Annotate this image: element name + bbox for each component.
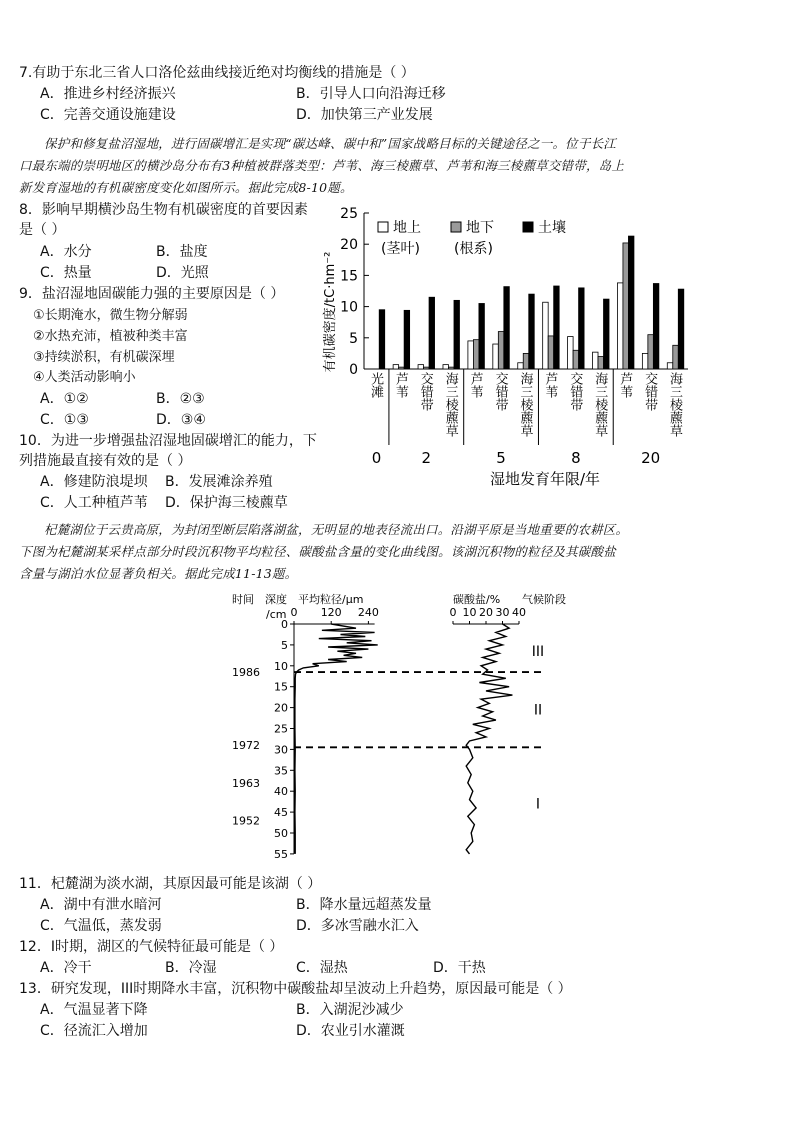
q12-stem: 12．I时期，湖区的气候特征最可能是（ ） bbox=[19, 939, 284, 955]
category-label: 光滩 bbox=[367, 372, 383, 398]
q13-option-a[interactable]: A．气温显著下降 bbox=[40, 1002, 148, 1018]
bar-地下 bbox=[573, 350, 579, 369]
grain-tick-label: 120 bbox=[320, 606, 342, 619]
bar-地下 bbox=[523, 353, 529, 369]
q12-option-b[interactable]: B．冷湿 bbox=[165, 960, 217, 976]
q8-stem-line2: 是（ ） bbox=[19, 222, 66, 238]
grain-size-curve bbox=[295, 624, 378, 854]
y-tick-label: 0 bbox=[349, 362, 358, 378]
legend-label: 土壤 bbox=[538, 220, 566, 236]
y-tick-label: 25 bbox=[340, 206, 358, 222]
carbonate-tick-label: 0 bbox=[449, 606, 457, 619]
bar-土壤 bbox=[554, 286, 560, 369]
carbonate-curve bbox=[466, 624, 512, 854]
legend-swatch-地下 bbox=[451, 222, 461, 232]
category-label: 芦苇 bbox=[542, 372, 558, 398]
legend-sublabel: (茎叶) bbox=[381, 241, 420, 257]
passage1-line1: 保护和修复盐沼湿地，进行固碳增汇是实现“碳达峰、碳中和”国家战略目标的关键途径之一。位于长江 bbox=[44, 136, 616, 151]
passage2-line3: 含量与湖泊水位显著负相关。据此完成11-13题。 bbox=[19, 566, 298, 581]
depth-tick-label: 15 bbox=[274, 680, 288, 694]
climate-stage-label: I bbox=[535, 796, 541, 813]
carbon-density-bar-chart bbox=[318, 200, 698, 492]
bar-地下 bbox=[424, 367, 430, 369]
q7-stem: 7.有助于东北三省人口洛伦兹曲线接近绝对均衡线的措施是（ ） bbox=[19, 65, 415, 81]
carbonate-tick-label: 20 bbox=[479, 606, 493, 619]
q9-item-3: ③持续淤积，有机碳深埋 bbox=[33, 350, 175, 365]
category-label: 海三棱藨草 bbox=[517, 372, 533, 437]
bar-地下 bbox=[498, 332, 504, 369]
category-label: 交错带 bbox=[567, 372, 583, 411]
category-label: 交错带 bbox=[417, 372, 433, 411]
category-label: 海三棱藨草 bbox=[667, 372, 683, 437]
carbonate-tick-label: 30 bbox=[495, 606, 510, 619]
bar-地下 bbox=[598, 357, 604, 369]
q8-option-c[interactable]: C．热量 bbox=[40, 265, 92, 281]
category-label: 海三棱藨草 bbox=[592, 372, 608, 437]
q11-option-b[interactable]: B．降水量远超蒸发量 bbox=[296, 897, 432, 913]
category-label: 海三棱藨草 bbox=[442, 372, 458, 437]
q9-item-2: ②水热充沛，植被种类丰富 bbox=[33, 329, 188, 344]
q9-option-a[interactable]: A．①② bbox=[40, 391, 89, 407]
bar-地下 bbox=[448, 367, 454, 369]
bar-土壤 bbox=[529, 294, 535, 369]
q10-option-a[interactable]: A．修建防浪堤坝 bbox=[40, 474, 148, 490]
legend-swatch-地上 bbox=[378, 222, 388, 232]
depth-tick-label: 40 bbox=[274, 785, 288, 799]
q13-stem: 13．研究发现，III时期降水丰富，沉积物中碳酸盐却呈波动上升趋势，原因最可能是（ ） bbox=[19, 981, 572, 997]
year-label: 1952 bbox=[232, 814, 260, 828]
bar-地下 bbox=[473, 340, 479, 369]
bar-地下 bbox=[623, 243, 629, 369]
bar-土壤 bbox=[653, 284, 659, 369]
bar-地上 bbox=[493, 344, 499, 369]
q12-option-a[interactable]: A．冷干 bbox=[40, 960, 92, 976]
q11-option-a[interactable]: A．湖中有泄水暗河 bbox=[40, 897, 162, 913]
y-axis-label: 有机碳密度/tC·hm⁻² bbox=[323, 251, 338, 373]
q7-option-d[interactable]: D．加快第三产业发展 bbox=[296, 107, 433, 123]
passage1-line2: 口最东端的崇明地区的横沙岛分布有3种植被群落类型：芦苇、海三棱藨草、芦苇和海三棱藨草交错带，岛上 bbox=[19, 158, 625, 173]
grain-tick-label: 240 bbox=[357, 606, 379, 619]
y-tick-label: 15 bbox=[340, 268, 358, 285]
bar-地下 bbox=[648, 335, 654, 369]
depth-tick-label: 55 bbox=[274, 847, 288, 861]
year-label: 5 bbox=[496, 449, 506, 467]
legend-label: 地下 bbox=[466, 220, 494, 236]
bar-地上 bbox=[518, 363, 524, 369]
bar-土壤 bbox=[454, 300, 460, 369]
bar-土壤 bbox=[579, 288, 585, 369]
q10-stem-line2: 列措施最直接有效的是（ ） bbox=[19, 453, 192, 469]
q10-option-c[interactable]: C．人工种植芦苇 bbox=[40, 495, 148, 511]
year-label: 1972 bbox=[232, 739, 260, 753]
bar-地上 bbox=[617, 283, 623, 369]
y-tick-label: 10 bbox=[340, 299, 358, 316]
legend-swatch-土壤 bbox=[523, 222, 533, 232]
bar-地下 bbox=[673, 345, 679, 369]
bar-土壤 bbox=[429, 297, 435, 369]
passage2-line1: 杞麓湖位于云贵高原，为封闭型断层陷落湖盆，无明显的地表径流出口。沿湖平原是当地重要的农耕区。 bbox=[44, 522, 629, 537]
y-tick-label: 5 bbox=[349, 330, 358, 347]
q9-stem: 9．盐沼湿地固碳能力强的主要原因是（ ） bbox=[19, 286, 285, 302]
q9-item-4: ④人类活动影响小 bbox=[33, 370, 136, 385]
depth-tick-label: 5 bbox=[281, 638, 288, 652]
climate-stage-label: II bbox=[533, 702, 543, 719]
q8-option-b[interactable]: B．盐度 bbox=[156, 244, 208, 260]
bar-土壤 bbox=[404, 310, 410, 369]
year-label: 20 bbox=[641, 449, 661, 467]
depth-tick-label: 10 bbox=[274, 659, 288, 673]
q11-option-c[interactable]: C．气温低，蒸发弱 bbox=[40, 918, 162, 934]
carbonate-tick-label: 40 bbox=[512, 606, 526, 619]
bar-地上 bbox=[443, 365, 449, 369]
depth-tick-label: 45 bbox=[274, 806, 288, 820]
q8-option-d[interactable]: D．光照 bbox=[156, 265, 209, 281]
sediment-profile-chart bbox=[220, 588, 580, 870]
y-tick-label: 20 bbox=[340, 237, 358, 254]
q9-option-b[interactable]: B．②③ bbox=[156, 391, 205, 407]
q8-stem-line1: 8．影响早期横沙岛生物有机碳密度的首要因素 bbox=[19, 202, 308, 218]
bar-土壤 bbox=[379, 310, 385, 369]
header-grain: 平均粒径/μm bbox=[298, 593, 364, 606]
category-label: 交错带 bbox=[642, 372, 658, 411]
header-carbonate: 碳酸盐/% bbox=[453, 593, 501, 606]
bar-地上 bbox=[468, 341, 474, 369]
q9-option-d[interactable]: D．③④ bbox=[156, 412, 206, 428]
q12-option-c[interactable]: C．湿热 bbox=[296, 960, 348, 976]
bar-土壤 bbox=[604, 299, 610, 369]
q10-option-d[interactable]: D．保护海三棱藨草 bbox=[165, 495, 288, 511]
climate-stage-label: III bbox=[531, 644, 545, 661]
q9-option-c[interactable]: C．①③ bbox=[40, 412, 89, 428]
depth-tick-label: 30 bbox=[274, 743, 288, 757]
q11-option-d[interactable]: D．多冰雪融水汇入 bbox=[296, 918, 419, 934]
q13-option-b[interactable]: B．入湖泥沙减少 bbox=[296, 1002, 404, 1018]
q11-stem: 11．杞麓湖为淡水湖，其原因最可能是该湖（ ） bbox=[19, 876, 322, 892]
category-label: 芦苇 bbox=[392, 372, 408, 398]
category-label: 交错带 bbox=[492, 372, 508, 411]
bar-土壤 bbox=[479, 303, 485, 369]
bar-地上 bbox=[393, 365, 399, 369]
passage2-line2: 下图为杞麓湖某采样点部分时段沉积物平均粒径、碳酸盐含量的变化曲线图。该湖沉积物的粒径及其碳酸盐 bbox=[19, 544, 616, 559]
legend-label: 地上 bbox=[393, 220, 421, 236]
bar-地下 bbox=[548, 336, 554, 369]
year-label: 2 bbox=[421, 449, 432, 467]
q7-option-b[interactable]: B．引导人口向沿海迁移 bbox=[296, 86, 446, 102]
passage1-line3: 新发育湿地的有机碳密度变化如图所示。据此完成8-10题。 bbox=[19, 180, 353, 195]
year-label: 0 bbox=[371, 449, 382, 467]
carbonate-tick-label: 10 bbox=[462, 606, 477, 619]
bar-地上 bbox=[593, 352, 599, 369]
bar-土壤 bbox=[678, 289, 684, 369]
header-time: 时间 bbox=[232, 593, 254, 606]
bar-地下 bbox=[399, 367, 405, 369]
depth-tick-label: 50 bbox=[274, 827, 288, 840]
depth-tick-label: 0 bbox=[281, 618, 288, 631]
header-depth: 深度 bbox=[265, 593, 287, 606]
header-depth-unit: /cm bbox=[266, 608, 287, 621]
bar-地上 bbox=[543, 302, 549, 369]
depth-tick-label: 20 bbox=[274, 701, 288, 715]
bar-地上 bbox=[667, 363, 673, 369]
q8-option-a[interactable]: A．水分 bbox=[40, 244, 92, 260]
q13-option-c[interactable]: C．径流汇入增加 bbox=[40, 1023, 148, 1039]
bar-地上 bbox=[568, 337, 574, 369]
grain-tick-label: 0 bbox=[290, 606, 298, 619]
q7-option-a[interactable]: A．推进乡村经济振兴 bbox=[40, 86, 176, 102]
q10-stem-line1: 10．为进一步增强盐沼湿地固碳增汇的能力，下 bbox=[19, 433, 317, 449]
bar-地上 bbox=[642, 353, 648, 369]
year-label: 1986 bbox=[232, 666, 260, 680]
q7-option-c[interactable]: C．完善交通设施建设 bbox=[40, 107, 176, 123]
category-label: 芦苇 bbox=[617, 372, 633, 398]
depth-tick-label: 35 bbox=[274, 764, 288, 778]
category-label: 芦苇 bbox=[467, 372, 483, 398]
q12-option-d[interactable]: D．干热 bbox=[433, 960, 486, 976]
x-axis-label: 湿地发育年限/年 bbox=[489, 470, 601, 488]
q13-option-d[interactable]: D．农业引水灌溉 bbox=[296, 1023, 405, 1039]
header-climate-stage: 气候阶段 bbox=[522, 593, 566, 606]
year-label: 1963 bbox=[232, 776, 260, 790]
q9-item-1: ①长期淹水，微生物分解弱 bbox=[33, 308, 188, 323]
q10-option-b[interactable]: B．发展滩涂养殖 bbox=[165, 474, 273, 490]
year-label: 8 bbox=[571, 449, 581, 467]
bar-土壤 bbox=[628, 236, 634, 369]
depth-tick-label: 25 bbox=[274, 722, 288, 736]
legend-sublabel: (根系) bbox=[454, 241, 493, 257]
bar-地上 bbox=[418, 365, 424, 369]
bar-土壤 bbox=[504, 287, 510, 369]
